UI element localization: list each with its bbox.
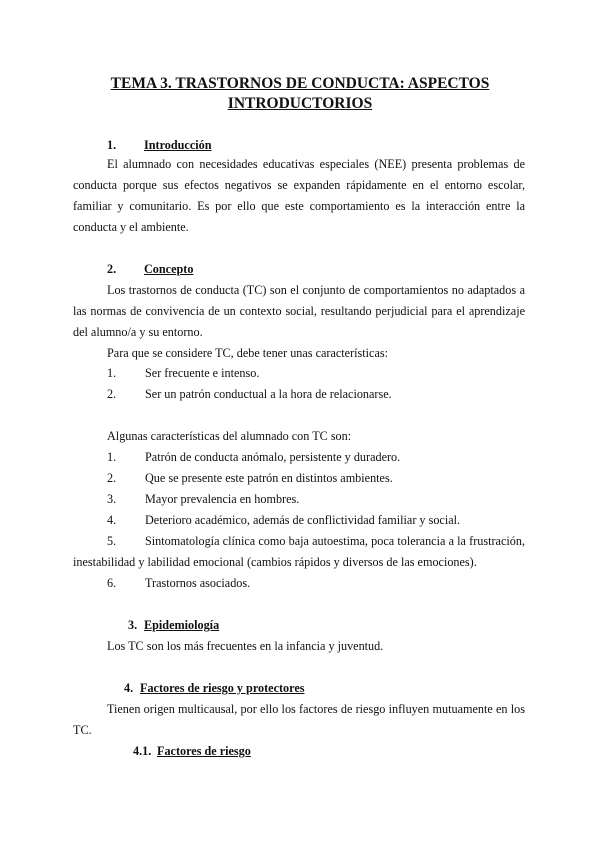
- section-4-number: 4.: [124, 681, 134, 695]
- section-2-heading: [107, 259, 193, 280]
- subsection-4-1-number: 4.1.: [133, 744, 152, 758]
- characteristic-number: 2.: [107, 387, 117, 401]
- trait-text: Que se presente este patrón en distintos ambientes.: [145, 471, 393, 485]
- section-3-number: 3.: [128, 618, 138, 632]
- characteristics-intro: Para que se considere TC, debe tener unas características:: [107, 346, 388, 360]
- section-2-paragraph: [73, 280, 525, 343]
- trait-text: Trastornos asociados.: [145, 576, 251, 590]
- trait-item-wrapped: [73, 531, 525, 573]
- section-4-paragraph: [73, 699, 525, 741]
- trait-text: Mayor prevalencia en hombres.: [145, 492, 300, 506]
- trait-number: 5.: [107, 534, 117, 548]
- document-title-line-1: TEMA 3. TRASTORNOS DE CONDUCTA: ASPECTOS: [110, 75, 490, 92]
- characteristic-number: 1.: [107, 366, 117, 380]
- section-2-title: Concepto: [144, 262, 194, 276]
- section-1-heading: [107, 135, 212, 156]
- section-4-paragraph-text: Tienen origen multicausal, por ello los factores de riesgo influyen mutuamente en los TC.: [73, 702, 525, 737]
- section-2-number: 2.: [107, 262, 117, 276]
- trait-number: 3.: [107, 492, 117, 506]
- subsection-4-1-title: Factores de riesgo: [157, 744, 251, 758]
- section-4-heading: [124, 678, 304, 699]
- characteristic-text: Ser frecuente e intenso.: [145, 366, 260, 380]
- section-1-title: Introducción: [144, 138, 212, 152]
- trait-number: 6.: [107, 576, 117, 590]
- section-3-title: Epidemiología: [144, 618, 220, 632]
- student-traits-intro: Algunas características del alumnado con TC son:: [107, 429, 352, 443]
- section-2-paragraph-text: Los trastornos de conducta (TC) son el conjunto de comportamientos no adaptados a las normas de convivencia de un contexto social, resultando perjudicial para el aprendizaje del alumno/a y su entorno.: [73, 283, 525, 339]
- trait-text: Patrón de conducta anómalo, persistente y duradero.: [145, 450, 401, 464]
- characteristic-text: Ser un patrón conductual a la hora de relacionarse.: [145, 387, 392, 401]
- document-title-line-2: INTRODUCTORIOS: [227, 95, 373, 112]
- section-1-number: 1.: [107, 138, 117, 152]
- trait-text: Deterioro académico, además de conflictividad familiar y social.: [145, 513, 461, 527]
- section-3-paragraph: Los TC son los más frecuentes en la infancia y juventud.: [107, 639, 384, 653]
- trait-number: 2.: [107, 471, 117, 485]
- trait-number: 4.: [107, 513, 117, 527]
- section-1-paragraph: [73, 154, 525, 238]
- section-4-title: Factores de riesgo y protectores: [140, 681, 305, 695]
- section-1-paragraph-text: El alumnado con necesidades educativas especiales (NEE) presenta problemas de conducta porque sus efectos negativos se expanden rápidamente en el entorno escolar, familiar y comunitario. Es por ello que este comportamiento es la interacción entre la conducta y el ambiente.: [73, 157, 525, 234]
- trait-number: 1.: [107, 450, 117, 464]
- section-3-heading: [128, 615, 219, 636]
- subsection-4-1-heading: [133, 741, 251, 762]
- trait-text: Sintomatología clínica como baja autoestima, poca tolerancia a la frustración, inestabilidad y labilidad emocional (cambios rápidos y diversos de las emociones).: [73, 534, 525, 569]
